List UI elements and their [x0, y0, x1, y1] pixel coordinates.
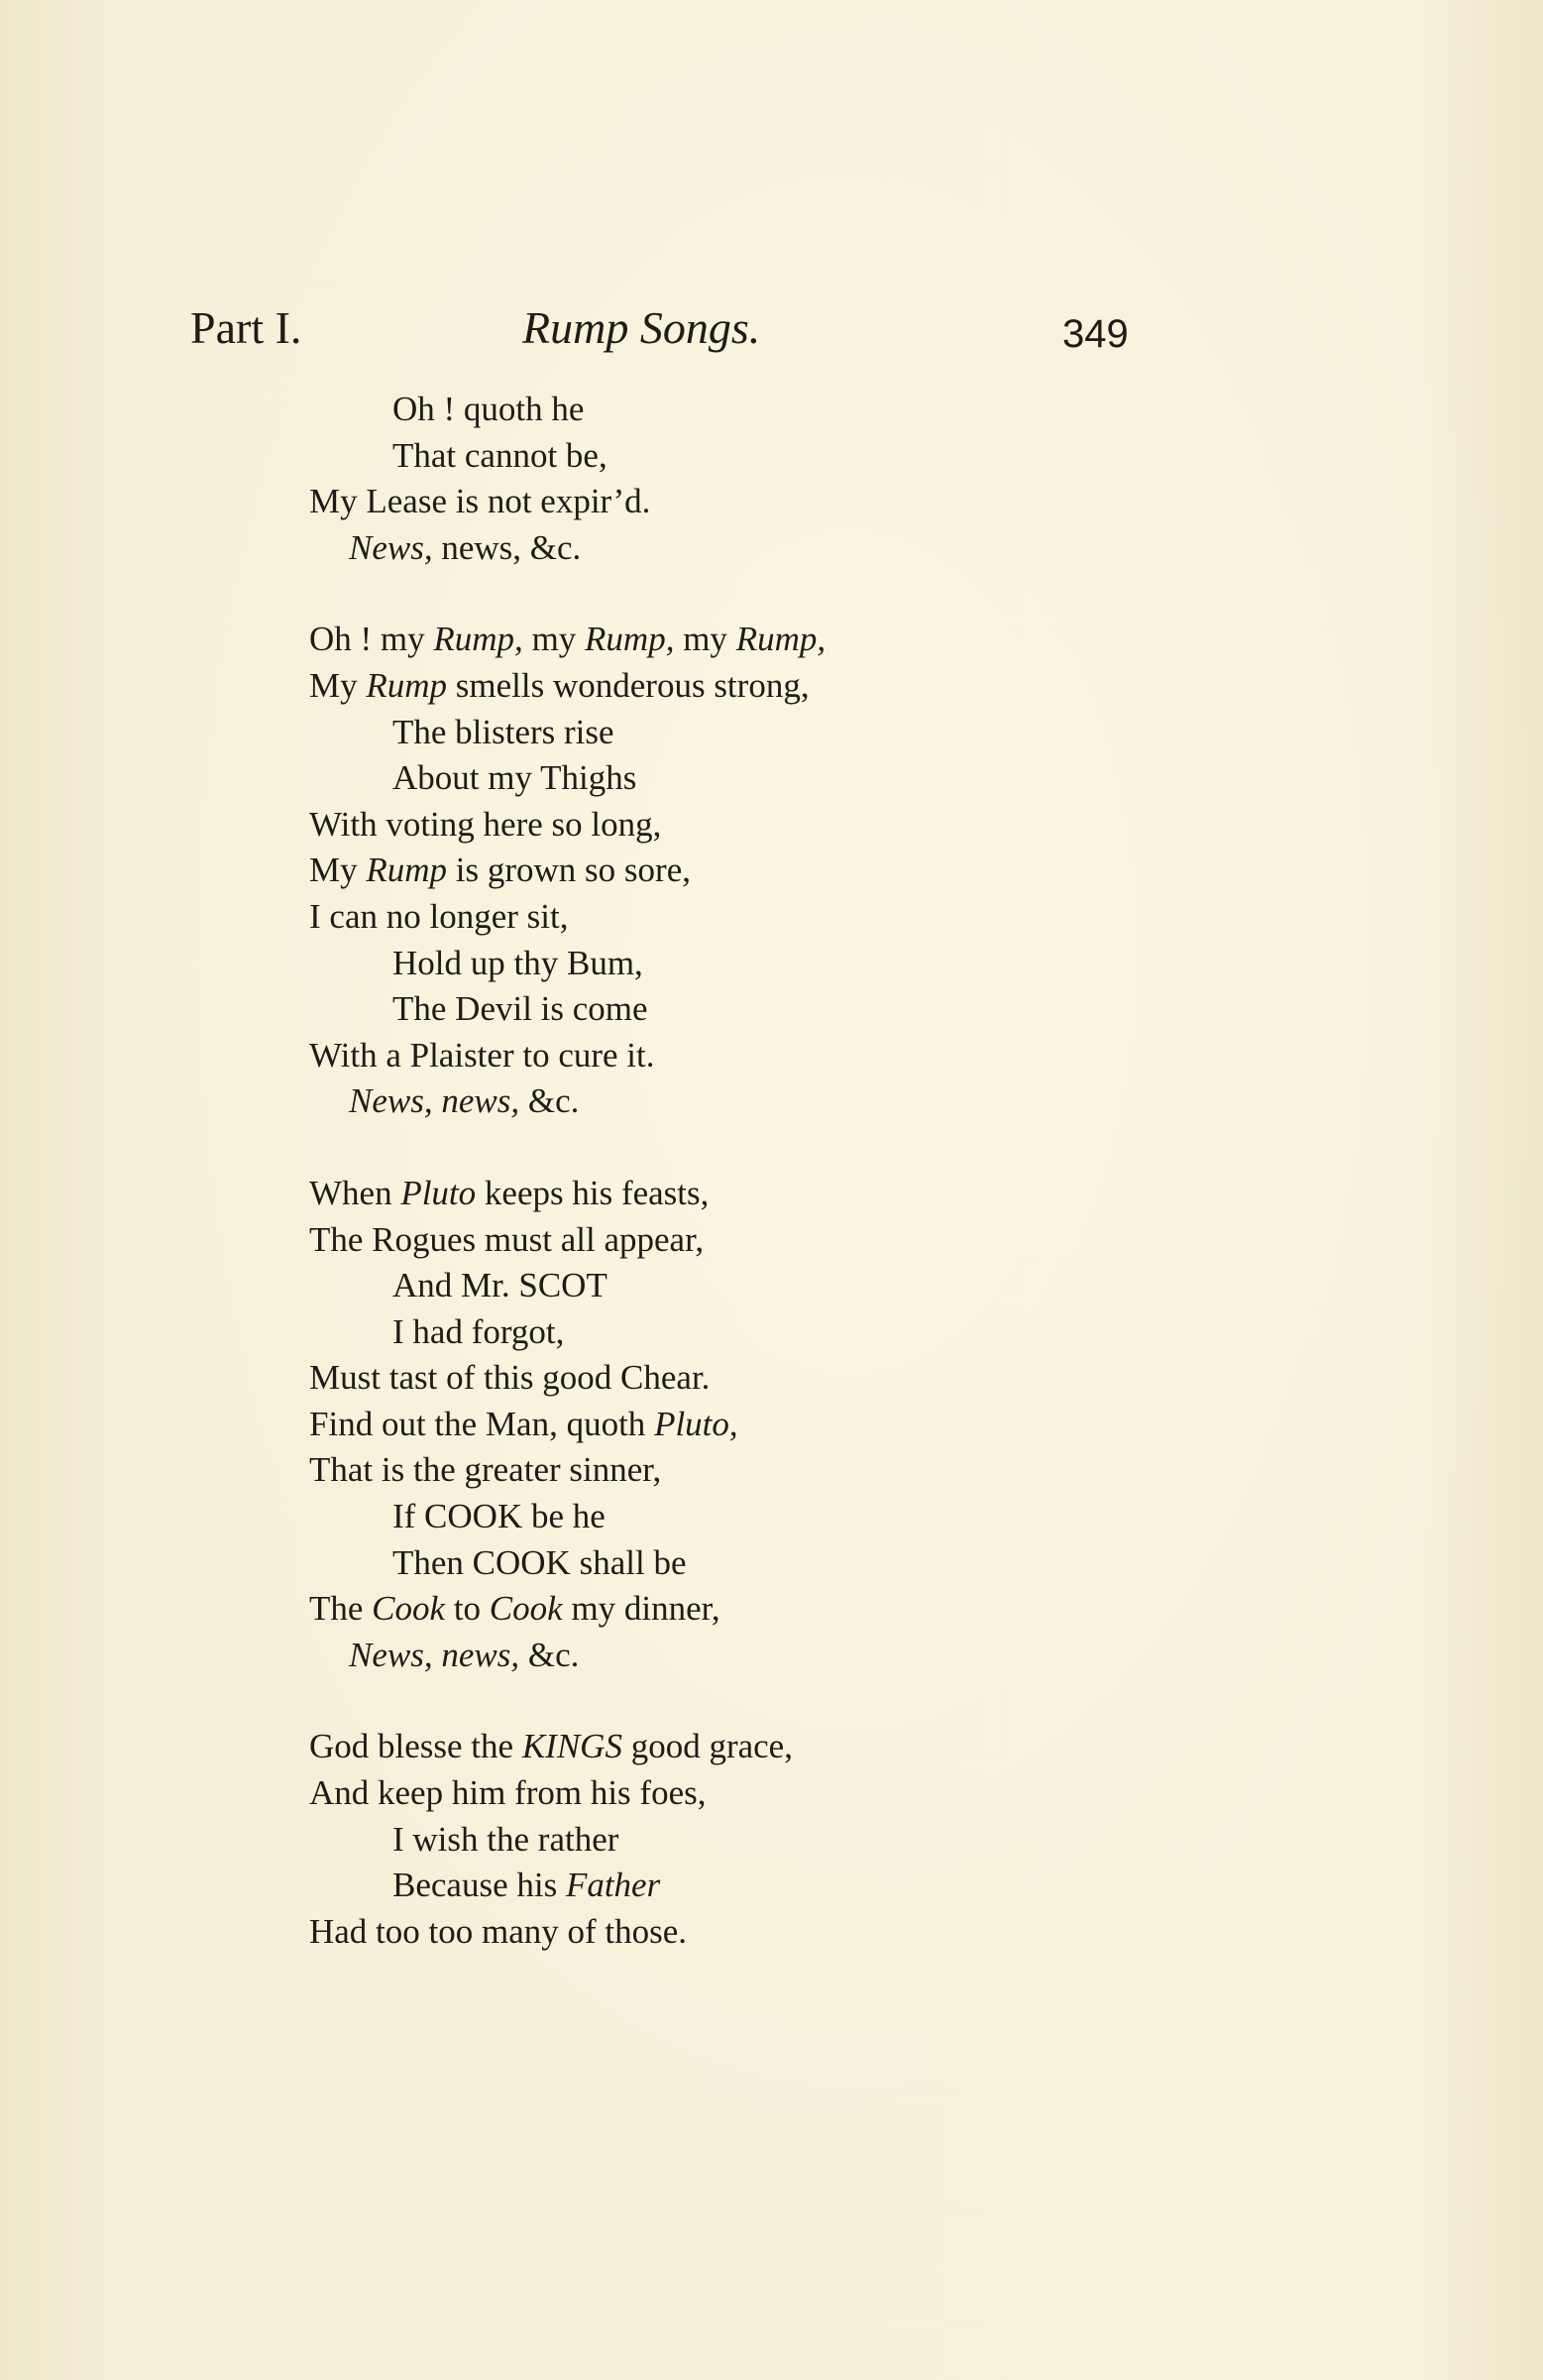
- italic-word: News,: [349, 1081, 433, 1121]
- line-text: With a Plaister to cure it.: [309, 1035, 655, 1075]
- running-header: [190, 293, 1142, 363]
- line-text: The blisters rise: [392, 712, 614, 751]
- line-text: My Lease is not expir’d.: [309, 482, 651, 521]
- poem-line: [309, 1540, 1201, 1587]
- poem-line: [309, 1817, 1201, 1864]
- italic-word: News,: [349, 527, 433, 567]
- poem-line: [309, 894, 1201, 941]
- line-text: I wish the rather: [392, 1819, 619, 1859]
- poem-body: [309, 387, 1201, 2000]
- line-text: Oh ! my: [309, 620, 434, 659]
- italic-word: KINGS: [521, 1727, 622, 1766]
- line-text: news, &c.: [432, 527, 582, 567]
- poem-line: [309, 848, 1201, 894]
- line-text: God blesse the: [309, 1727, 522, 1766]
- poem-line: [309, 1586, 1201, 1633]
- poem-line: [309, 1770, 1201, 1817]
- italic-word: Rump,: [585, 620, 675, 659]
- stanza: [309, 617, 1201, 1125]
- poem-line: [309, 1263, 1201, 1309]
- poem-line: [309, 986, 1201, 1033]
- line-text: to: [445, 1589, 490, 1629]
- italic-word: Cook: [489, 1589, 563, 1629]
- italic-word: Cook: [372, 1589, 446, 1629]
- italic-word: Father: [565, 1866, 661, 1905]
- line-text: Then COOK shall be: [392, 1542, 687, 1582]
- line-text: My: [309, 850, 367, 890]
- line-text: My: [309, 665, 367, 705]
- line-text: That is the greater sinner,: [309, 1450, 662, 1490]
- line-text: Had too too many of those.: [309, 1911, 688, 1951]
- poem-line: [309, 1447, 1201, 1494]
- part-label: Part I.: [190, 302, 302, 353]
- poem-line: [309, 1078, 1201, 1125]
- line-text: The: [309, 1589, 373, 1629]
- line-text: The Rogues must all appear,: [309, 1219, 705, 1259]
- line-text: When: [309, 1173, 401, 1212]
- line-text: smells wonderous strong,: [447, 665, 810, 705]
- line-text: Because his: [392, 1866, 566, 1905]
- line-text: my: [522, 620, 586, 659]
- line-text: And keep him from his foes,: [309, 1773, 707, 1813]
- poem-line: [309, 941, 1201, 987]
- stanza: [309, 1171, 1201, 1679]
- poem-line: [309, 479, 1201, 525]
- running-title: Rump Songs.: [522, 302, 761, 353]
- poem-line: [309, 1909, 1201, 1956]
- poem-line: [309, 1402, 1201, 1448]
- line-text: I had forgot,: [392, 1311, 565, 1351]
- poem-line: [309, 802, 1201, 849]
- italic-word: Rump: [366, 850, 448, 890]
- line-text: If COOK be he: [392, 1497, 606, 1536]
- stanza: [309, 387, 1201, 571]
- italic-word: news,: [441, 1081, 520, 1121]
- line-text: is grown so sore,: [447, 850, 691, 890]
- line-text: my: [674, 620, 736, 659]
- poem-line: [309, 433, 1201, 480]
- line-text: I can no longer sit,: [309, 896, 569, 936]
- line-text: And Mr. SCOT: [392, 1266, 607, 1305]
- poem-line: [309, 1355, 1201, 1402]
- poem-line: [309, 1494, 1201, 1540]
- page-number: 349: [1062, 312, 1129, 356]
- italic-word: Rump,: [735, 620, 827, 659]
- line-text: Oh ! quoth he: [392, 390, 585, 428]
- line-text: With voting here so long,: [309, 804, 662, 844]
- line-text: Find out the Man, quoth: [309, 1404, 655, 1443]
- poem-line: [309, 1217, 1201, 1264]
- poem-line: [309, 617, 1201, 663]
- italic-word: news,: [441, 1635, 520, 1674]
- italic-word: Pluto,: [654, 1404, 738, 1443]
- poem-line: [309, 710, 1201, 756]
- line-text: Must tast of this good Chear.: [309, 1358, 711, 1398]
- italic-word: Rump,: [433, 620, 523, 659]
- line-text: good grace,: [621, 1727, 793, 1766]
- poem-line: [309, 1033, 1201, 1079]
- italic-word: Pluto: [400, 1173, 477, 1212]
- line-text: &c.: [519, 1081, 580, 1121]
- poem-line: [309, 525, 1201, 572]
- italic-word: Rump: [366, 665, 448, 705]
- line-text: &c.: [519, 1635, 580, 1674]
- line-text: my dinner,: [562, 1589, 720, 1629]
- line-text: Hold up thy Bum,: [392, 943, 643, 982]
- italic-word: News,: [349, 1635, 433, 1674]
- line-text: The Devil is come: [392, 989, 648, 1029]
- poem-line: [309, 387, 1201, 433]
- poem-line: [309, 1171, 1201, 1217]
- poem-line: [309, 1863, 1201, 1909]
- poem-line: [309, 1633, 1201, 1679]
- poem-line: [309, 755, 1201, 802]
- line-text: About my Thighs: [392, 758, 637, 798]
- poem-line: [309, 1724, 1201, 1770]
- poem-line: [309, 1309, 1201, 1356]
- line-text: That cannot be,: [392, 435, 607, 475]
- stanza: [309, 1724, 1201, 1955]
- line-text: keeps his feasts,: [476, 1173, 710, 1212]
- poem-line: [309, 663, 1201, 710]
